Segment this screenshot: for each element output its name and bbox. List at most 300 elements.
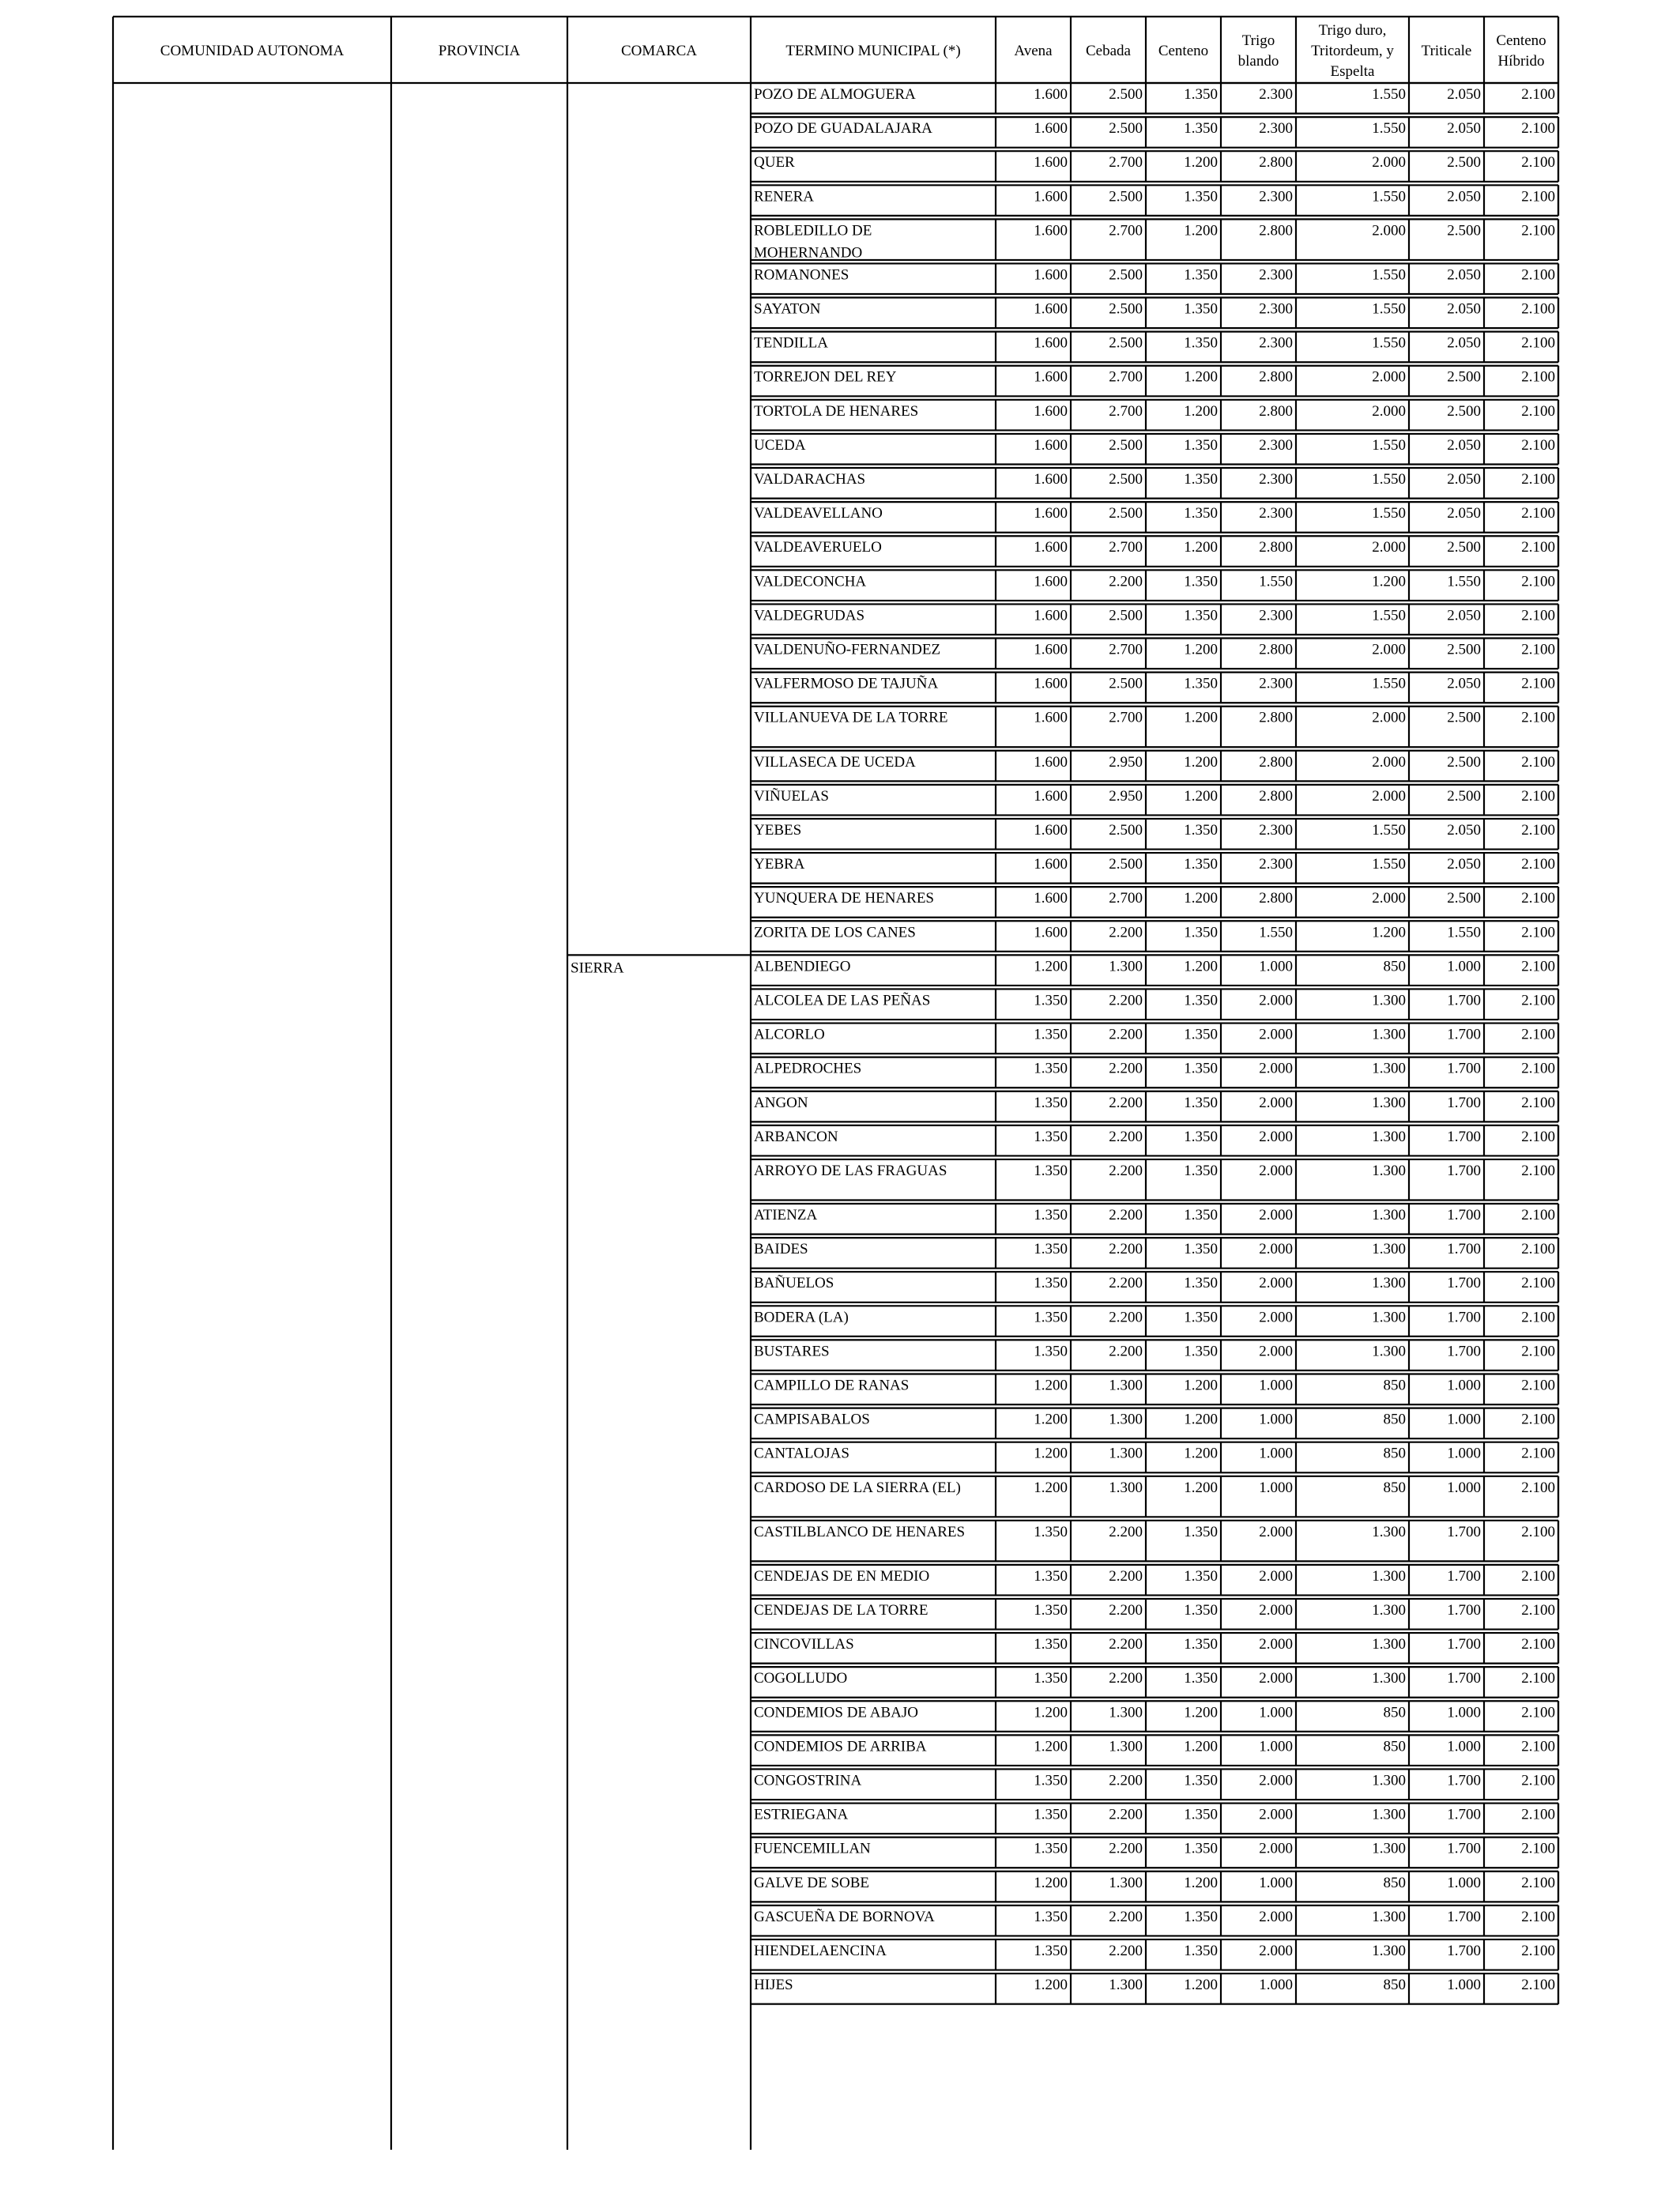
- yield-value: 1.300: [1372, 1060, 1406, 1077]
- yield-value: 1.350: [1034, 1343, 1068, 1360]
- yield-value: 1.550: [1372, 436, 1406, 454]
- yield-value: 1.350: [1184, 992, 1218, 1009]
- yield-value: 1.600: [1034, 471, 1068, 488]
- comarca-name: SIERRA: [571, 959, 624, 977]
- yield-value: 1.350: [1034, 992, 1068, 1009]
- yield-value: 2.300: [1259, 120, 1293, 138]
- yield-value: 1.700: [1447, 1343, 1481, 1360]
- yield-value: 2.500: [1447, 753, 1481, 771]
- municipio-name: HIJES: [754, 1977, 793, 1994]
- yield-value: 2.100: [1521, 1908, 1555, 1925]
- yield-value: 2.200: [1109, 924, 1143, 941]
- yield-value: 2.000: [1259, 1806, 1293, 1823]
- yield-value: 1.600: [1034, 607, 1068, 624]
- yield-value: 2.100: [1521, 1377, 1555, 1394]
- municipio-name: VILLASECA DE UCEDA: [754, 753, 916, 771]
- municipio-name: ROMANONES: [754, 266, 849, 284]
- yield-value: 1.350: [1034, 1060, 1068, 1077]
- municipio-name: CARDOSO DE LA SIERRA (EL): [754, 1479, 961, 1496]
- yield-value: 1.200: [1184, 1479, 1218, 1496]
- yield-value: 2.100: [1521, 573, 1555, 590]
- yield-value: 2.050: [1447, 436, 1481, 454]
- yield-value: 1.550: [1372, 675, 1406, 692]
- municipio-name: ATIENZA: [754, 1206, 818, 1223]
- yield-value: 2.000: [1259, 1275, 1293, 1292]
- header-crop-6-line-1: Híbrido: [1497, 53, 1545, 70]
- yield-value: 1.700: [1447, 1523, 1481, 1540]
- yield-value: 1.000: [1447, 1874, 1481, 1891]
- yield-value: 1.000: [1447, 1977, 1481, 1994]
- municipio-name: ALPEDROCHES: [754, 1060, 862, 1077]
- yield-value: 2.200: [1109, 1309, 1143, 1326]
- yield-value: 850: [1383, 1377, 1406, 1394]
- yield-value: 1.350: [1184, 188, 1218, 205]
- yield-value: 1.000: [1259, 1738, 1293, 1755]
- yield-value: 1.700: [1447, 1567, 1481, 1585]
- yield-value: 1.550: [1447, 573, 1481, 590]
- yield-value: 1.550: [1372, 821, 1406, 839]
- yield-value: 1.700: [1447, 1908, 1481, 1925]
- yield-value: 2.000: [1372, 787, 1406, 805]
- yield-value: 1.350: [1184, 1162, 1218, 1179]
- yield-value: 2.000: [1372, 154, 1406, 172]
- municipio-name: CASTILBLANCO DE HENARES: [754, 1523, 966, 1540]
- municipio-name: CENDEJAS DE EN MEDIO: [754, 1567, 930, 1585]
- yield-value: 1.350: [1184, 1206, 1218, 1223]
- yield-value: 2.050: [1447, 856, 1481, 873]
- yield-value: 1.000: [1259, 1377, 1293, 1394]
- yield-value: 2.100: [1521, 402, 1555, 420]
- yield-value: 2.050: [1447, 120, 1481, 138]
- yield-value: 1.350: [1034, 1206, 1068, 1223]
- municipio-name: BODERA (LA): [754, 1309, 849, 1326]
- yield-value: 1.300: [1372, 1026, 1406, 1043]
- yield-value: 1.350: [1184, 821, 1218, 839]
- municipio-name: YEBES: [754, 821, 802, 839]
- yield-value: 850: [1383, 1445, 1406, 1462]
- yield-value: 850: [1383, 1704, 1406, 1721]
- municipio-name: ARROYO DE LAS FRAGUAS: [754, 1162, 947, 1179]
- yield-value: 2.800: [1259, 539, 1293, 556]
- yield-value: 1.700: [1447, 1840, 1481, 1857]
- yield-value: 1.600: [1034, 222, 1068, 239]
- yield-value: 1.200: [1184, 787, 1218, 805]
- yield-value: 2.000: [1259, 1309, 1293, 1326]
- municipio-name: ALBENDIEGO: [754, 958, 851, 975]
- yield-value: 1.300: [1372, 1567, 1406, 1585]
- yield-value: 1.000: [1259, 958, 1293, 975]
- municipio-name: CANTALOJAS: [754, 1445, 849, 1462]
- yield-value: 850: [1383, 958, 1406, 975]
- yield-value: 1.200: [1184, 1704, 1218, 1721]
- yield-value: 1.600: [1034, 539, 1068, 556]
- yield-value: 2.800: [1259, 402, 1293, 420]
- yield-value: 1.350: [1184, 1128, 1218, 1145]
- yield-value: 1.000: [1447, 958, 1481, 975]
- yield-value: 2.200: [1109, 1601, 1143, 1619]
- yield-value: 1.200: [1184, 154, 1218, 172]
- yield-value: 2.200: [1109, 1026, 1143, 1043]
- yield-value: 1.700: [1447, 1128, 1481, 1145]
- yield-value: 1.300: [1372, 1206, 1406, 1223]
- yield-value: 1.700: [1447, 1060, 1481, 1077]
- yield-value: 1.300: [1372, 1772, 1406, 1789]
- yield-value: 1.350: [1184, 334, 1218, 352]
- yield-value: 2.000: [1259, 1772, 1293, 1789]
- yield-value: 2.050: [1447, 471, 1481, 488]
- yield-value: 1.000: [1259, 1411, 1293, 1428]
- municipio-name: VILLANUEVA DE LA TORRE: [754, 709, 948, 726]
- municipio-name: VALDEAVELLANO: [754, 505, 883, 522]
- yield-value: 2.000: [1372, 641, 1406, 658]
- header-crop-4-line-2: Espelta: [1330, 63, 1375, 80]
- yield-value: 2.700: [1109, 709, 1143, 726]
- yield-value: 1.350: [1184, 573, 1218, 590]
- municipio-name: BUSTARES: [754, 1343, 830, 1360]
- header-comarca: COMARCA: [620, 43, 698, 59]
- yield-value: 2.000: [1259, 1206, 1293, 1223]
- yield-value: 2.000: [1259, 1523, 1293, 1540]
- yield-value: 2.200: [1109, 992, 1143, 1009]
- yield-value: 2.300: [1259, 675, 1293, 692]
- yield-value: 2.300: [1259, 266, 1293, 284]
- yield-value: 1.350: [1184, 1060, 1218, 1077]
- yield-value: 1.350: [1184, 1601, 1218, 1619]
- yield-value: 2.300: [1259, 607, 1293, 624]
- yield-value: 1.350: [1184, 924, 1218, 941]
- yield-value: 1.200: [1184, 1738, 1218, 1755]
- yield-value: 1.200: [1184, 539, 1218, 556]
- yield-value: 1.300: [1372, 1309, 1406, 1326]
- yield-value: 2.200: [1109, 1343, 1143, 1360]
- header-crop-4-line-1: Tritordeum, y: [1311, 43, 1394, 59]
- yield-value: 1.700: [1447, 1806, 1481, 1823]
- yield-value: 1.600: [1034, 300, 1068, 318]
- yield-value: 1.300: [1109, 1874, 1143, 1891]
- yield-value: 1.700: [1447, 992, 1481, 1009]
- yield-value: 2.700: [1109, 222, 1143, 239]
- yield-value: 2.000: [1259, 1162, 1293, 1179]
- yield-value: 1.300: [1372, 1908, 1406, 1925]
- yield-value: 850: [1383, 1977, 1406, 1994]
- yield-value: 1.200: [1034, 958, 1068, 975]
- yield-value: 2.800: [1259, 890, 1293, 907]
- yield-value: 2.000: [1372, 753, 1406, 771]
- municipio-name: ALCOLEA DE LAS PEÑAS: [754, 992, 931, 1009]
- yield-value: 1.350: [1034, 1128, 1068, 1145]
- yield-value: 2.050: [1447, 300, 1481, 318]
- yield-value: 1.700: [1447, 1636, 1481, 1653]
- yield-value: 2.500: [1109, 436, 1143, 454]
- municipio-name: ARBANCON: [754, 1128, 838, 1145]
- yield-value: 2.800: [1259, 709, 1293, 726]
- yield-value: 1.300: [1109, 1704, 1143, 1721]
- yield-value: 1.000: [1259, 1479, 1293, 1496]
- yield-value: 1.200: [1184, 958, 1218, 975]
- yield-value: 2.500: [1109, 266, 1143, 284]
- yield-value: 2.300: [1259, 856, 1293, 873]
- yield-value: 1.200: [1184, 709, 1218, 726]
- yield-value: 2.500: [1447, 539, 1481, 556]
- yield-value: 1.300: [1109, 1479, 1143, 1496]
- yield-value: 1.000: [1259, 1445, 1293, 1462]
- yield-value: 1.350: [1184, 607, 1218, 624]
- yield-value: 1.350: [1184, 1275, 1218, 1292]
- municipio-name: CAMPILLO DE RANAS: [754, 1377, 910, 1394]
- yield-value: 2.000: [1259, 1636, 1293, 1653]
- yield-value: 1.300: [1109, 1377, 1143, 1394]
- yield-value: 2.100: [1521, 368, 1555, 386]
- municipio-name: CAMPISABALOS: [754, 1411, 870, 1428]
- yield-value: 2.800: [1259, 641, 1293, 658]
- yield-value: 2.100: [1521, 1128, 1555, 1145]
- yield-value: 2.100: [1521, 821, 1555, 839]
- yield-value: 1.350: [1184, 1094, 1218, 1111]
- yield-value: 2.000: [1259, 1942, 1293, 1959]
- yield-value: 1.600: [1034, 120, 1068, 138]
- yield-value: 1.350: [1184, 300, 1218, 318]
- yield-value: 2.200: [1109, 1670, 1143, 1687]
- yield-value: 2.200: [1109, 1162, 1143, 1179]
- yield-value: 2.100: [1521, 1977, 1555, 1994]
- yield-value: 1.300: [1109, 1411, 1143, 1428]
- yield-value: 2.050: [1447, 188, 1481, 205]
- yield-value: 2.200: [1109, 573, 1143, 590]
- header-provincia: PROVINCIA: [438, 43, 521, 59]
- municipio-name: UCEDA: [754, 436, 806, 454]
- municipio-name: CONGOSTRINA: [754, 1772, 862, 1789]
- yield-value: 1.600: [1034, 334, 1068, 352]
- yield-value: 1.600: [1034, 787, 1068, 805]
- yield-value: 1.300: [1372, 1942, 1406, 1959]
- yield-value: 850: [1383, 1479, 1406, 1496]
- yield-value: 1.000: [1259, 1704, 1293, 1721]
- yield-value: 1.600: [1034, 505, 1068, 522]
- municipio-name: VALDARACHAS: [754, 471, 866, 488]
- yield-value: 1.550: [1372, 856, 1406, 873]
- yield-value: 2.500: [1109, 471, 1143, 488]
- yield-value: 2.100: [1521, 1874, 1555, 1891]
- municipio-name: ZORITA DE LOS CANES: [754, 924, 916, 941]
- yield-value: 1.350: [1184, 1567, 1218, 1585]
- yield-value: 1.200: [1184, 222, 1218, 239]
- yield-value: 2.500: [1109, 86, 1143, 103]
- yield-value: 1.200: [1372, 573, 1406, 590]
- yield-value: 2.300: [1259, 471, 1293, 488]
- yield-value: 1.200: [1184, 1445, 1218, 1462]
- yield-value: 2.200: [1109, 1772, 1143, 1789]
- yield-value: 2.800: [1259, 787, 1293, 805]
- yield-value: 2.050: [1447, 607, 1481, 624]
- municipio-name: MOHERNANDO: [754, 244, 863, 262]
- yield-value: 2.100: [1521, 222, 1555, 239]
- municipio-name: CONDEMIOS DE ARRIBA: [754, 1738, 927, 1755]
- yield-value: 2.050: [1447, 505, 1481, 522]
- yield-value: 2.100: [1521, 992, 1555, 1009]
- yield-value: 2.500: [1447, 709, 1481, 726]
- yield-value: 1.200: [1372, 924, 1406, 941]
- yield-value: 1.550: [1259, 573, 1293, 590]
- yield-value: 2.100: [1521, 1162, 1555, 1179]
- yield-value: 2.700: [1109, 402, 1143, 420]
- yield-value: 1.600: [1034, 266, 1068, 284]
- yield-value: 2.100: [1521, 334, 1555, 352]
- yield-value: 1.200: [1184, 1874, 1218, 1891]
- yield-value: 1.000: [1447, 1445, 1481, 1462]
- yield-value: 2.100: [1521, 856, 1555, 873]
- municipio-name: ALCORLO: [754, 1026, 825, 1043]
- yield-value: 2.500: [1109, 505, 1143, 522]
- yield-value: 2.500: [1447, 641, 1481, 658]
- yield-value: 1.350: [1034, 1772, 1068, 1789]
- municipio-name: CENDEJAS DE LA TORRE: [754, 1601, 929, 1619]
- yield-value: 850: [1383, 1411, 1406, 1428]
- yield-value: 2.100: [1521, 471, 1555, 488]
- yield-value: 2.050: [1447, 675, 1481, 692]
- yield-value: 2.100: [1521, 753, 1555, 771]
- yield-value: 1.300: [1372, 1343, 1406, 1360]
- yield-value: 2.000: [1259, 1908, 1293, 1925]
- yield-value: 2.100: [1521, 641, 1555, 658]
- municipio-name: BAÑUELOS: [754, 1275, 834, 1292]
- yield-value: 1.350: [1184, 1523, 1218, 1540]
- yield-value: 2.100: [1521, 1479, 1555, 1496]
- yield-value: 1.200: [1184, 1377, 1218, 1394]
- yield-value: 1.600: [1034, 402, 1068, 420]
- yield-value: 1.350: [1034, 1942, 1068, 1959]
- yield-value: 1.350: [1184, 1343, 1218, 1360]
- yield-value: 1.700: [1447, 1670, 1481, 1687]
- yield-value: 2.500: [1109, 334, 1143, 352]
- yield-value: 1.350: [1034, 1601, 1068, 1619]
- yield-value: 2.100: [1521, 1094, 1555, 1111]
- municipio-name: VALDECONCHA: [754, 573, 867, 590]
- yield-value: 1.300: [1109, 1977, 1143, 1994]
- header-termino: TERMINO MUNICIPAL (*): [785, 43, 961, 59]
- yield-value: 850: [1383, 1738, 1406, 1755]
- yield-value: 1.350: [1184, 1241, 1218, 1258]
- yield-value: 1.200: [1034, 1874, 1068, 1891]
- yield-value: 1.000: [1447, 1704, 1481, 1721]
- header-crop-3-line-1: blando: [1237, 53, 1279, 70]
- yield-value: 1.350: [1034, 1162, 1068, 1179]
- yield-value: 2.100: [1521, 1636, 1555, 1653]
- yield-value: 2.000: [1372, 368, 1406, 386]
- yield-value: 1.000: [1259, 1874, 1293, 1891]
- yield-value: 2.500: [1109, 856, 1143, 873]
- yield-value: 2.000: [1259, 1670, 1293, 1687]
- municipio-name: POZO DE ALMOGUERA: [754, 86, 916, 103]
- yield-value: 1.600: [1034, 675, 1068, 692]
- yield-value: 1.300: [1109, 1738, 1143, 1755]
- yield-value: 2.100: [1521, 607, 1555, 624]
- yield-value: 1.200: [1034, 1445, 1068, 1462]
- header-crop-5-line-0: Triticale: [1421, 43, 1472, 59]
- yield-value: 2.100: [1521, 1343, 1555, 1360]
- yield-value: 2.100: [1521, 188, 1555, 205]
- yield-value: 2.200: [1109, 1908, 1143, 1925]
- yield-value: 2.200: [1109, 1275, 1143, 1292]
- yield-value: 1.700: [1447, 1601, 1481, 1619]
- yield-value: 2.300: [1259, 300, 1293, 318]
- yield-value: 1.350: [1034, 1840, 1068, 1857]
- yield-value: 2.700: [1109, 890, 1143, 907]
- yield-value: 1.350: [1184, 1670, 1218, 1687]
- yield-value: 2.500: [1109, 607, 1143, 624]
- header-comunidad: COMUNIDAD AUTONOMA: [160, 43, 345, 59]
- yield-value: 2.000: [1259, 1343, 1293, 1360]
- yield-value: 2.300: [1259, 821, 1293, 839]
- yield-value: 2.200: [1109, 1241, 1143, 1258]
- yield-value: 1.000: [1259, 1977, 1293, 1994]
- municipio-name: BAIDES: [754, 1241, 808, 1258]
- yield-value: 1.200: [1184, 890, 1218, 907]
- yield-value: 1.200: [1034, 1377, 1068, 1394]
- yield-value: 1.000: [1447, 1377, 1481, 1394]
- yield-value: 1.200: [1184, 1977, 1218, 1994]
- yield-value: 1.300: [1372, 1523, 1406, 1540]
- yield-value: 2.200: [1109, 1636, 1143, 1653]
- yield-value: 2.700: [1109, 154, 1143, 172]
- header-crop-2-line-0: Centeno: [1158, 43, 1209, 59]
- yield-value: 1.350: [1034, 1241, 1068, 1258]
- yield-value: 1.600: [1034, 856, 1068, 873]
- yield-value: 1.300: [1372, 1840, 1406, 1857]
- yield-value: 2.100: [1521, 1670, 1555, 1687]
- yield-value: 2.100: [1521, 924, 1555, 941]
- yield-value: 1.700: [1447, 1026, 1481, 1043]
- municipio-name: COGOLLUDO: [754, 1670, 848, 1687]
- yield-value: 2.200: [1109, 1523, 1143, 1540]
- yield-value: 1.350: [1034, 1094, 1068, 1111]
- municipio-name: TORREJON DEL REY: [754, 368, 897, 386]
- yield-value: 2.050: [1447, 334, 1481, 352]
- yield-value: 2.100: [1521, 1738, 1555, 1755]
- yield-value: 2.100: [1521, 709, 1555, 726]
- yield-value: 1.600: [1034, 890, 1068, 907]
- yield-value: 2.800: [1259, 222, 1293, 239]
- yield-value: 850: [1383, 1874, 1406, 1891]
- yield-value: 1.350: [1184, 1908, 1218, 1925]
- yield-value: 2.500: [1109, 675, 1143, 692]
- yield-value: 1.550: [1372, 188, 1406, 205]
- yield-value: 2.200: [1109, 1128, 1143, 1145]
- yield-value: 2.100: [1521, 1840, 1555, 1857]
- municipio-name: CONDEMIOS DE ABAJO: [754, 1704, 918, 1721]
- yield-value: 1.550: [1372, 86, 1406, 103]
- municipio-name: FUENCEMILLAN: [754, 1840, 871, 1857]
- yield-value: 2.100: [1521, 1704, 1555, 1721]
- yield-value: 2.100: [1521, 675, 1555, 692]
- yield-value: 2.700: [1109, 368, 1143, 386]
- municipio-name: SAYATON: [754, 300, 821, 318]
- yield-value: 1.350: [1184, 86, 1218, 103]
- yield-value: 1.700: [1447, 1772, 1481, 1789]
- yield-value: 1.350: [1184, 1772, 1218, 1789]
- yield-value: 2.300: [1259, 505, 1293, 522]
- yield-value: 2.000: [1259, 1601, 1293, 1619]
- municipio-name: POZO DE GUADALAJARA: [754, 120, 932, 138]
- municipio-name: RENERA: [754, 188, 814, 205]
- municipio-name: CINCOVILLAS: [754, 1636, 854, 1653]
- yield-value: 2.100: [1521, 1411, 1555, 1428]
- yield-value: 1.300: [1372, 1636, 1406, 1653]
- municipio-name: GASCUEÑA DE BORNOVA: [754, 1908, 935, 1925]
- yield-value: 1.300: [1372, 1601, 1406, 1619]
- yield-value: 2.500: [1447, 890, 1481, 907]
- municipio-name: QUER: [754, 154, 795, 172]
- yield-value: 2.700: [1109, 641, 1143, 658]
